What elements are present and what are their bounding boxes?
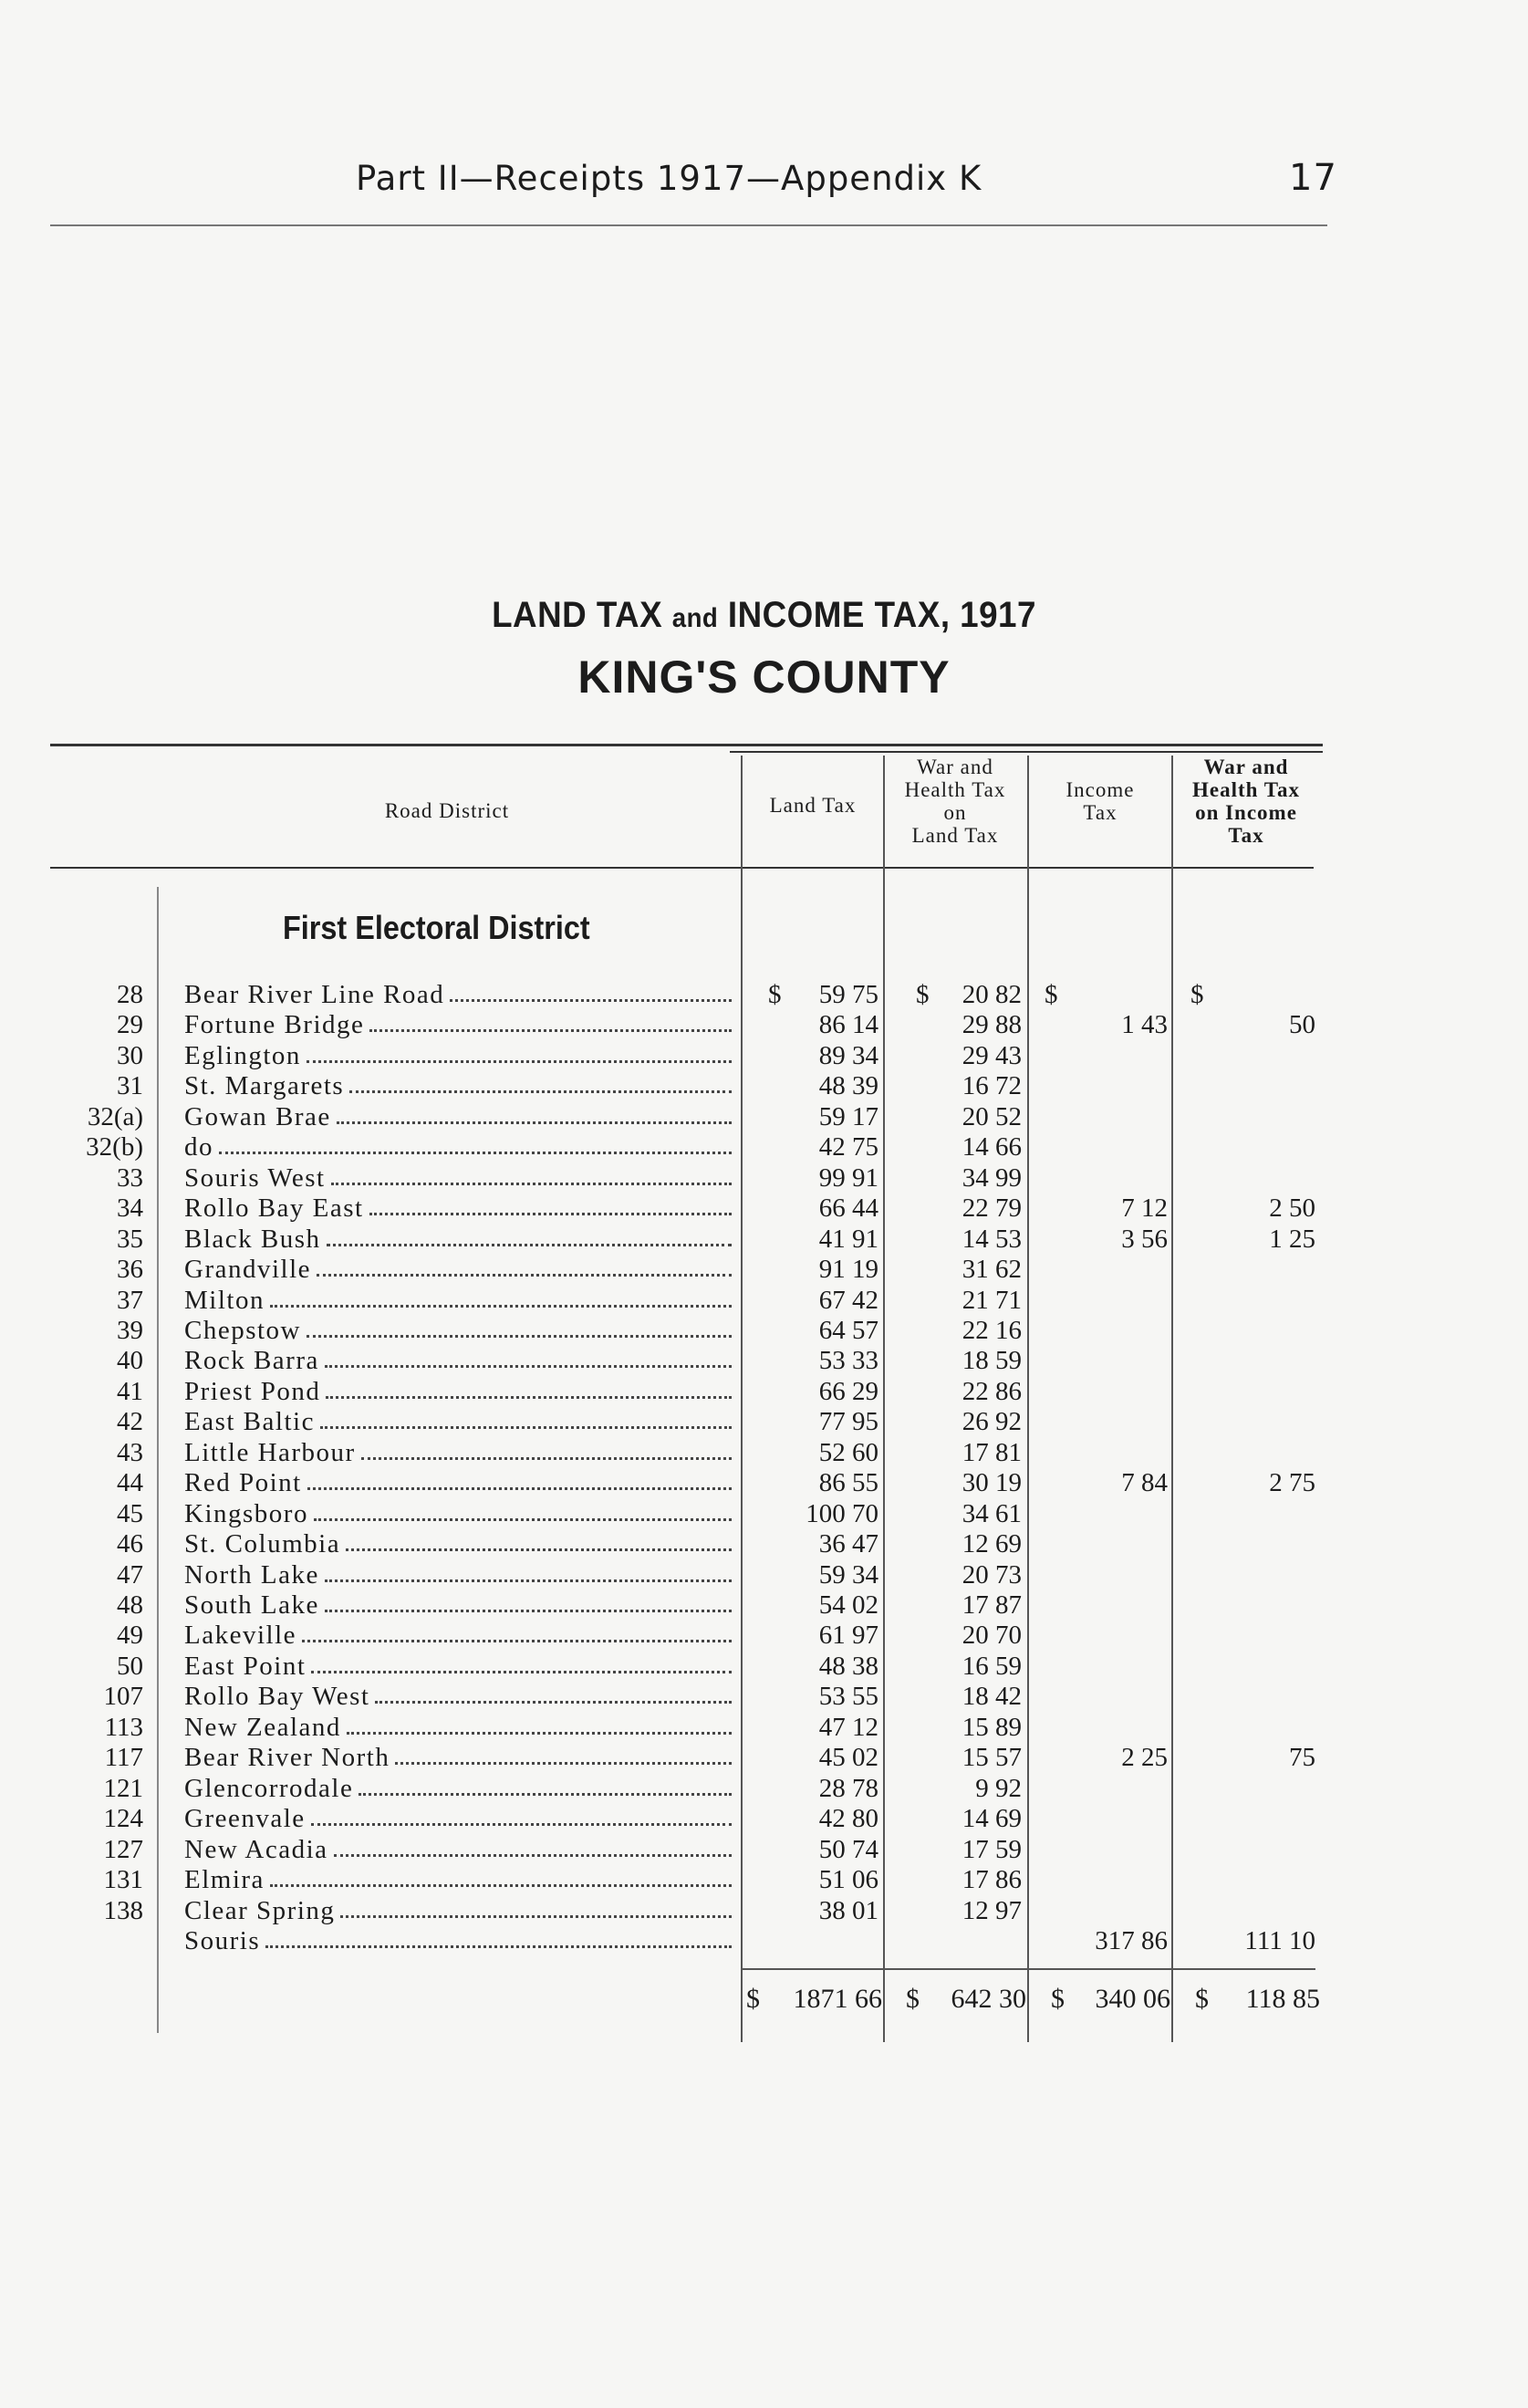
district-name: Greenvale [184, 1804, 306, 1834]
road-district [184, 1225, 732, 1255]
row-number: 117 [104, 1743, 143, 1773]
leader-dots [307, 1316, 732, 1338]
leader-dots [395, 1743, 732, 1765]
road-district [184, 1132, 732, 1162]
land-tax-value: 86 55 [818, 1468, 878, 1498]
district-name: Bear River North [184, 1743, 390, 1773]
row-number: 32(a) [87, 1101, 143, 1131]
road-district [184, 1896, 732, 1926]
row-number: 28 [117, 980, 143, 1009]
road-district [184, 980, 732, 1010]
land-tax-value: 45 02 [818, 1743, 878, 1773]
war-land-value: 14 53 [961, 1224, 1022, 1254]
land-tax-value: 86 14 [818, 1010, 878, 1040]
row-number: 47 [117, 1559, 143, 1590]
war-land-value: 17 87 [961, 1590, 1022, 1620]
district-name: Rollo Bay East [184, 1194, 364, 1224]
title-part-b: INCOME TAX, 1917 [727, 595, 1036, 635]
road-district [184, 1865, 732, 1895]
district-name: Priest Pond [184, 1376, 321, 1406]
income-tax-value: 317 86 [1095, 1925, 1168, 1955]
leader-dots [349, 1071, 732, 1093]
header-war-income [1173, 756, 1319, 847]
land-tax-value: 59 17 [818, 1101, 878, 1131]
table-row [0, 1041, 1528, 1071]
table-row [0, 1468, 1528, 1498]
road-district [184, 1652, 732, 1682]
district-name: St. Columbia [184, 1529, 341, 1559]
war-land-value: 17 86 [961, 1865, 1022, 1895]
income-tax-value: 2 25 [1121, 1743, 1168, 1773]
land-tax-value: 99 91 [818, 1162, 878, 1193]
war-land-value: 20 73 [961, 1559, 1022, 1590]
header-war-land [883, 756, 1027, 847]
land-tax-value: 50 74 [818, 1834, 878, 1864]
row-number: 131 [103, 1865, 143, 1895]
district-name: Little Harbour [184, 1437, 356, 1467]
land-tax-value: 36 47 [818, 1529, 878, 1559]
row-number: 49 [117, 1621, 143, 1651]
section-title: First Electoral District [283, 909, 590, 946]
currency-sign: $ [916, 980, 930, 1009]
leader-dots [327, 1225, 732, 1246]
row-number: 40 [117, 1346, 143, 1376]
land-tax-value: 59 75 [818, 980, 878, 1009]
table-row [0, 1010, 1528, 1040]
leader-dots [337, 1102, 732, 1124]
table-row [0, 1255, 1528, 1285]
district-name: Gowan Brae [184, 1101, 331, 1131]
war-land-value: 16 59 [961, 1651, 1022, 1681]
header-war-income-line: Health Tax [1191, 778, 1300, 801]
land-tax-value: 47 12 [818, 1712, 878, 1742]
district-name: New Zealand [184, 1712, 341, 1742]
district-name: Elmira [184, 1865, 265, 1895]
leader-dots [340, 1896, 732, 1918]
district-name: Rollo Bay West [184, 1682, 370, 1712]
row-number: 42 [117, 1407, 143, 1437]
road-district [184, 1041, 732, 1071]
header-income-line: Income [1065, 778, 1135, 801]
road-district [184, 1286, 732, 1316]
table-row [0, 1804, 1528, 1834]
leader-dots [302, 1621, 732, 1642]
table-row [0, 1713, 1528, 1743]
war-land-value: 34 99 [961, 1162, 1022, 1193]
war-land-value: 31 62 [961, 1255, 1022, 1285]
leader-dots [346, 1529, 732, 1551]
land-tax-value: 53 33 [818, 1346, 878, 1376]
war-land-value: 12 97 [961, 1895, 1022, 1925]
land-tax-value: 41 91 [818, 1224, 878, 1254]
leader-dots [265, 1926, 732, 1948]
page-subtitle: KING'S COUNTY [577, 652, 951, 703]
row-number: 113 [104, 1712, 143, 1742]
header-income-tax [1029, 778, 1171, 824]
row-number: 43 [117, 1437, 143, 1467]
war-income-value: 111 10 [1244, 1925, 1315, 1955]
war-income-value: 50 [1289, 1010, 1315, 1040]
page-title [61, 595, 1467, 636]
table-row [0, 1529, 1528, 1559]
road-district [184, 1804, 732, 1834]
table-row [0, 1438, 1528, 1468]
table-row [0, 1896, 1528, 1926]
title-part-a: LAND TAX [492, 595, 663, 635]
road-district [184, 1377, 732, 1407]
table-row [0, 1560, 1528, 1590]
war-land-value: 34 61 [961, 1498, 1022, 1528]
table-top-rule [50, 744, 1323, 746]
leader-dots [317, 1255, 732, 1277]
page-number: 17 [1289, 157, 1337, 199]
row-number: 46 [117, 1529, 143, 1559]
table-row [0, 1499, 1528, 1529]
war-land-value: 22 86 [961, 1376, 1022, 1406]
leader-dots [334, 1835, 732, 1857]
income-tax-value: 7 84 [1121, 1468, 1168, 1498]
row-number: 31 [117, 1071, 143, 1101]
leader-dots [325, 1560, 732, 1582]
road-district [184, 1194, 732, 1224]
header-war-income-line: on Income [1195, 801, 1297, 824]
war-land-value: 18 42 [961, 1682, 1022, 1712]
district-name: Fortune Bridge [184, 1010, 365, 1040]
leader-dots [311, 1804, 732, 1826]
war-land-value: 9 92 [975, 1773, 1022, 1803]
district-name: Grandville [184, 1255, 312, 1285]
war-land-value: 15 89 [961, 1712, 1022, 1742]
road-district [184, 1529, 732, 1559]
war-land-value: 29 88 [961, 1010, 1022, 1040]
leader-dots [311, 1652, 732, 1673]
currency-sign: $ [1045, 980, 1058, 1009]
land-tax-value: 54 02 [818, 1590, 878, 1620]
income-tax-value: 1 43 [1121, 1010, 1168, 1040]
war-land-value: 16 72 [961, 1071, 1022, 1101]
land-tax-value: 67 42 [818, 1285, 878, 1315]
war-income-value: 2 50 [1269, 1194, 1315, 1224]
war-land-value: 14 69 [961, 1804, 1022, 1834]
header-income-line: Tax [1083, 801, 1117, 824]
road-district [184, 1560, 732, 1590]
war-income-value: 1 25 [1269, 1224, 1315, 1254]
leader-dots [361, 1438, 732, 1460]
row-number: 36 [117, 1255, 143, 1285]
district-name: Kingsboro [184, 1498, 308, 1528]
land-tax-value: 77 95 [818, 1407, 878, 1437]
header-land-tax: Land Tax [769, 794, 857, 817]
leader-dots [307, 1041, 732, 1063]
header-rule [50, 224, 1327, 226]
header-war-income-line: War and [1203, 756, 1289, 778]
table-row [0, 1407, 1528, 1437]
land-tax-value: 53 55 [818, 1682, 878, 1712]
table-row [0, 1132, 1528, 1162]
road-district [184, 1010, 732, 1040]
leader-dots [219, 1132, 732, 1154]
district-name: do [184, 1132, 213, 1162]
war-land-value: 17 59 [961, 1834, 1022, 1864]
table-row [0, 1865, 1528, 1895]
table-row [0, 1346, 1528, 1376]
leader-dots [270, 1865, 732, 1887]
header-war-land-line: Land Tax [911, 824, 999, 847]
table-row [0, 1743, 1528, 1773]
header-road-district: Road District [384, 799, 510, 822]
war-land-value: 18 59 [961, 1346, 1022, 1376]
table-row [0, 1652, 1528, 1682]
row-number: 48 [117, 1590, 143, 1620]
table-row [0, 1835, 1528, 1865]
road-district [184, 1071, 732, 1101]
row-number: 50 [117, 1651, 143, 1681]
leader-dots [369, 1010, 732, 1032]
road-district [184, 1774, 732, 1804]
road-district [184, 1346, 732, 1376]
road-district [184, 1407, 732, 1437]
land-tax-value: 38 01 [818, 1895, 878, 1925]
road-district [184, 1102, 732, 1132]
table-row [0, 1682, 1528, 1712]
running-title: Part II—Receipts 1917—Appendix K [356, 159, 982, 198]
land-tax-value: 42 80 [818, 1804, 878, 1834]
land-tax-value: 52 60 [818, 1437, 878, 1467]
leader-dots [331, 1163, 732, 1185]
row-number: 124 [103, 1804, 143, 1834]
district-name: St. Margarets [184, 1071, 345, 1101]
war-income-value: 75 [1289, 1743, 1315, 1773]
district-name: East Point [184, 1651, 307, 1681]
district-name: Clear Spring [184, 1895, 336, 1925]
war-income-value: 2 75 [1269, 1468, 1315, 1498]
district-name: South Lake [184, 1590, 319, 1620]
road-district [184, 1468, 732, 1498]
income-tax-value: 3 56 [1121, 1224, 1168, 1254]
war-land-value: 20 70 [961, 1621, 1022, 1651]
district-name: Lakeville [184, 1621, 297, 1651]
row-number: 41 [117, 1376, 143, 1406]
leader-dots [359, 1774, 732, 1796]
table-row [0, 1621, 1528, 1651]
row-number: 33 [117, 1162, 143, 1193]
district-name: North Lake [184, 1559, 319, 1590]
land-tax-value: 42 75 [818, 1132, 878, 1162]
road-district [184, 1438, 732, 1468]
row-number: 127 [103, 1834, 143, 1864]
total-war-land: 642 30 [951, 1984, 1026, 2014]
war-land-value: 22 16 [961, 1315, 1022, 1345]
row-number: 121 [103, 1773, 143, 1803]
table-row [0, 1194, 1528, 1224]
district-name: Glencorrodale [184, 1773, 354, 1803]
table-row [0, 1377, 1528, 1407]
road-district [184, 1255, 732, 1285]
district-name: Souris [184, 1925, 261, 1955]
district-name: Bear River Line Road [184, 980, 445, 1009]
leader-dots [325, 1346, 732, 1368]
war-land-value: 14 66 [961, 1132, 1022, 1162]
income-tax-value: 7 12 [1121, 1194, 1168, 1224]
district-name: Eglington [184, 1040, 301, 1070]
war-land-value: 29 43 [961, 1040, 1022, 1070]
leader-dots [307, 1468, 732, 1490]
district-name: Milton [184, 1285, 265, 1315]
row-number: 45 [117, 1498, 143, 1528]
district-name: Rock Barra [184, 1346, 319, 1376]
road-district [184, 1621, 732, 1651]
row-number: 30 [117, 1040, 143, 1070]
table-top-rule-2 [730, 751, 1323, 753]
leader-dots [314, 1499, 732, 1521]
title-and: and [671, 603, 719, 633]
table-row [0, 1071, 1528, 1101]
table-row [0, 1102, 1528, 1132]
table-row [0, 1316, 1528, 1346]
totals-rule [743, 1968, 1315, 1970]
leader-dots [270, 1286, 732, 1308]
leader-dots [450, 980, 732, 1002]
running-head [50, 155, 1337, 210]
row-number: 35 [117, 1224, 143, 1254]
road-district [184, 1713, 732, 1743]
header-war-income-line: Tax [1228, 824, 1264, 847]
currency-sign: $ [1051, 1984, 1065, 2014]
land-tax-value: 66 44 [818, 1194, 878, 1224]
land-tax-value: 48 38 [818, 1651, 878, 1681]
table-row [0, 1163, 1528, 1194]
row-number: 29 [117, 1010, 143, 1040]
table-row [0, 1286, 1528, 1316]
row-number: 44 [117, 1468, 143, 1498]
land-tax-value: 66 29 [818, 1376, 878, 1406]
currency-sign: $ [768, 980, 782, 1009]
road-district [184, 1499, 732, 1529]
table-row [0, 1590, 1528, 1621]
war-land-value: 30 19 [961, 1468, 1022, 1498]
war-land-value: 20 82 [961, 980, 1022, 1009]
currency-sign: $ [746, 1984, 760, 2014]
road-district [184, 1743, 732, 1773]
road-district [184, 1926, 732, 1956]
header-bottom-rule [50, 867, 1314, 869]
currency-sign: $ [906, 1984, 920, 2014]
row-number: 39 [117, 1315, 143, 1345]
row-number: 138 [103, 1895, 143, 1925]
district-name: Chepstow [184, 1315, 301, 1345]
table-row [0, 1774, 1528, 1804]
district-name: East Baltic [184, 1407, 315, 1437]
table-row [0, 1225, 1528, 1255]
land-tax-value: 28 78 [818, 1773, 878, 1803]
leader-dots [375, 1682, 732, 1704]
currency-sign: $ [1190, 980, 1204, 1009]
land-tax-value: 61 97 [818, 1621, 878, 1651]
land-tax-value: 89 34 [818, 1040, 878, 1070]
road-district [184, 1163, 732, 1194]
totals-row [0, 1984, 1528, 2017]
land-tax-value: 51 06 [818, 1865, 878, 1895]
header-war-land-line: Health Tax [904, 778, 1006, 801]
war-land-value: 26 92 [961, 1407, 1022, 1437]
land-tax-value: 48 39 [818, 1071, 878, 1101]
road-district [184, 1835, 732, 1865]
row-number: 34 [117, 1194, 143, 1224]
total-income-tax: 340 06 [1095, 1984, 1170, 2014]
war-land-value: 15 57 [961, 1743, 1022, 1773]
table-row [0, 980, 1528, 1010]
leader-dots [325, 1590, 732, 1612]
land-tax-value: 91 19 [818, 1255, 878, 1285]
row-number: 32(b) [86, 1132, 143, 1162]
table-row [0, 1926, 1528, 1956]
total-land-tax: 1871 66 [793, 1984, 882, 2014]
district-name: New Acadia [184, 1834, 328, 1864]
currency-sign: $ [1195, 1984, 1209, 2014]
leader-dots [320, 1407, 732, 1429]
land-tax-value: 100 70 [806, 1498, 878, 1528]
district-name: Red Point [184, 1468, 302, 1498]
land-tax-value: 59 34 [818, 1559, 878, 1590]
header-war-land-line: War and [917, 756, 993, 778]
leader-dots [347, 1713, 732, 1735]
war-land-value: 21 71 [961, 1285, 1022, 1315]
district-name: Black Bush [184, 1224, 321, 1254]
war-land-value: 12 69 [961, 1529, 1022, 1559]
leader-dots [326, 1377, 732, 1399]
land-tax-value: 64 57 [818, 1315, 878, 1345]
road-district [184, 1682, 732, 1712]
road-district [184, 1316, 732, 1346]
row-number: 107 [103, 1682, 143, 1712]
row-number: 37 [117, 1285, 143, 1315]
header-war-land-line: on [943, 801, 967, 824]
road-district [184, 1590, 732, 1621]
total-war-income: 118 85 [1245, 1984, 1320, 2014]
district-name: Souris West [184, 1162, 326, 1193]
war-land-value: 20 52 [961, 1101, 1022, 1131]
leader-dots [369, 1194, 732, 1215]
war-land-value: 22 79 [961, 1194, 1022, 1224]
war-land-value: 17 81 [961, 1437, 1022, 1467]
